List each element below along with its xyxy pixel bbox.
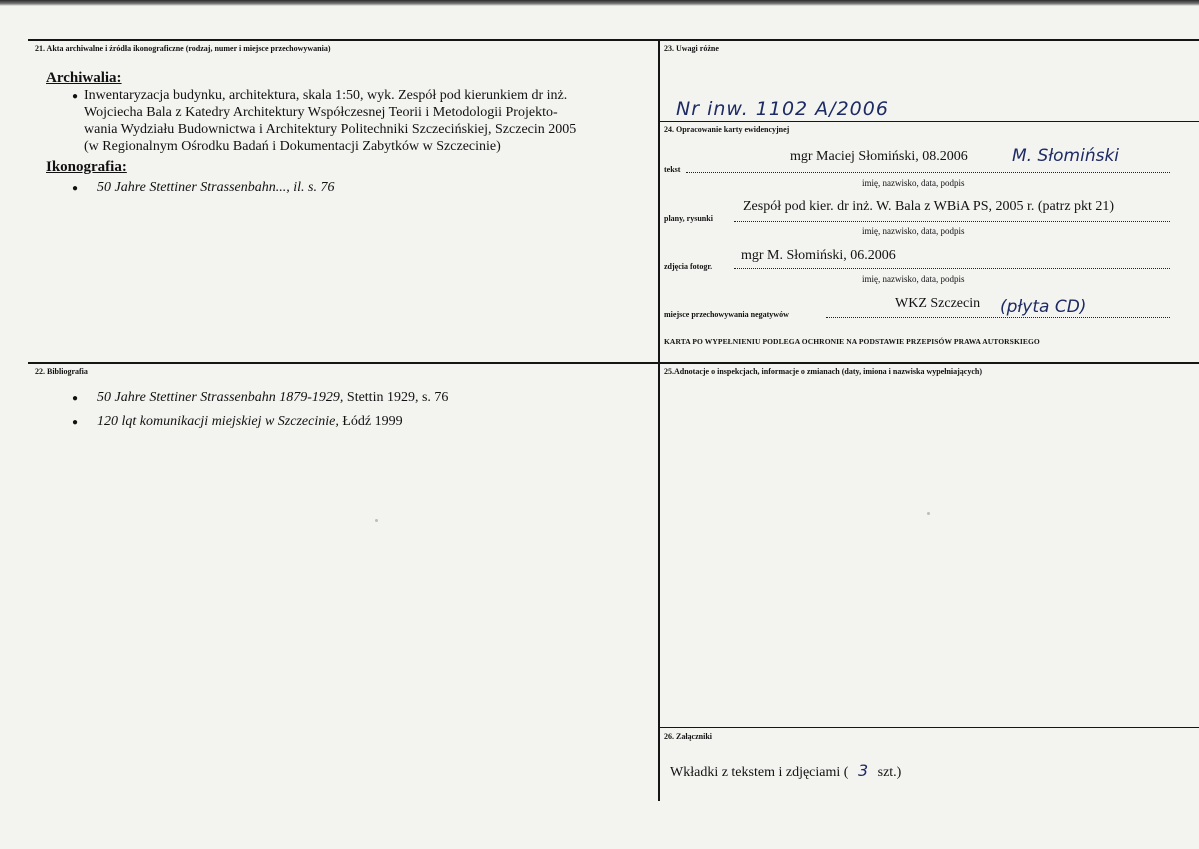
tekst-label: tekst bbox=[664, 165, 681, 174]
bibliography-item bbox=[97, 389, 448, 406]
top-rule bbox=[28, 39, 1199, 41]
tekst-signature: M. Słomiński bbox=[1012, 146, 1120, 166]
bibliography-details: Stettin 1929, s. 76 bbox=[343, 390, 449, 405]
section24-rule bbox=[659, 121, 1199, 122]
bullet-icon: ● bbox=[72, 393, 79, 404]
archiwalia-text bbox=[84, 87, 654, 155]
section24-header: 24. Opracowanie karty ewidencyjnej bbox=[664, 125, 790, 134]
bullet-icon: ● bbox=[72, 417, 79, 428]
attachments-count-handwritten: 3 bbox=[857, 761, 869, 780]
tekst-caption: imię, nazwisko, data, podpis bbox=[862, 178, 965, 188]
archiwalia-line: (w Regionalnym Ośrodku Badań i Dokumentacji Zabytków w Szczecinie) bbox=[84, 139, 501, 154]
negatywy-handwritten: (płyta CD) bbox=[1000, 297, 1087, 317]
negatywy-label: miejsce przechowywania negatywów bbox=[664, 310, 789, 319]
zdjecia-value: mgr M. Słomiński, 06.2006 bbox=[741, 248, 896, 263]
tekst-dotted-line bbox=[686, 172, 1170, 173]
scan-top-edge bbox=[0, 0, 1199, 6]
ikonografia-item: 50 Jahre Stettiner Strassenbahn..., il. s. 76 bbox=[97, 180, 335, 195]
scan-speck bbox=[375, 519, 378, 522]
section26-rule bbox=[659, 727, 1199, 728]
negatywy-value: WKZ Szczecin bbox=[895, 296, 981, 311]
plany-caption: imię, nazwisko, data, podpis bbox=[862, 226, 965, 236]
attachments-text: Wkładki z tekstem i zdjęciami ( bbox=[670, 765, 849, 780]
attachments-unit: szt.) bbox=[877, 765, 902, 780]
copyright-notice: KARTA PO WYPEŁNIENIU PODLEGA OCHRONIE NA PODSTAWIE PRZEPISÓW PRAWA AUTORSKIEGO bbox=[664, 337, 1040, 346]
vertical-divider bbox=[658, 39, 660, 801]
ikonografia-heading: Ikonografia: bbox=[46, 159, 127, 175]
negatywy-dotted-line bbox=[826, 317, 1170, 318]
section25-header: 25.Adnotacje o inspekcjach, informacje o zmianach (daty, imiona i nazwiska wypełniających) bbox=[664, 367, 982, 376]
bullet-icon: ● bbox=[72, 91, 79, 102]
section23-header: 23. Uwagi różne bbox=[664, 44, 719, 53]
inventory-number-handwritten: Nr inw. 1102 A/2006 bbox=[676, 98, 889, 120]
archiwalia-line: Inwentaryzacja budynku, architektura, skala 1:50, wyk. Zespół pod kierunkiem dr inż. bbox=[84, 88, 568, 103]
zdjecia-caption: imię, nazwisko, data, podpis bbox=[862, 274, 965, 284]
bibliography-item bbox=[97, 413, 403, 430]
attachments-line bbox=[670, 762, 901, 781]
scan-speck bbox=[927, 512, 930, 515]
zdjecia-dotted-line bbox=[734, 268, 1170, 269]
middle-rule bbox=[28, 362, 1199, 364]
archiwalia-heading: Archiwalia: bbox=[46, 70, 122, 86]
bibliography-details: Łódź 1999 bbox=[338, 414, 403, 429]
bullet-icon: ● bbox=[72, 183, 79, 194]
archiwalia-line: wania Wydziału Budownictwa i Architektury Politechniki Szczecińskiej, Szczecin 2005 bbox=[84, 122, 577, 137]
zdjecia-label: zdjęcia fotogr. bbox=[664, 262, 713, 271]
archiwalia-line: Wojciecha Bala z Katedry Architektury Współczesnej Teorii i Metodologii Projekto- bbox=[84, 105, 558, 120]
bibliography-title: 120 lqt komunikacji miejskiej w Szczecinie, bbox=[97, 414, 339, 429]
plany-value: Zespół pod kier. dr inż. W. Bala z WBiA PS, 2005 r. (patrz pkt 21) bbox=[743, 199, 1115, 214]
bibliography-title: 50 Jahre Stettiner Strassenbahn 1879-1929, bbox=[97, 390, 344, 405]
section21-header: 21. Akta archiwalne i źródła ikonograficzne (rodzaj, numer i miejsce przechowywania) bbox=[35, 44, 331, 53]
plany-label: plany, rysunki bbox=[664, 214, 713, 223]
tekst-value: mgr Maciej Słomiński, 08.2006 bbox=[790, 149, 968, 164]
plany-dotted-line bbox=[734, 221, 1170, 222]
section26-header: 26. Załączniki bbox=[664, 732, 713, 741]
section22-header: 22. Bibliografia bbox=[35, 367, 88, 376]
